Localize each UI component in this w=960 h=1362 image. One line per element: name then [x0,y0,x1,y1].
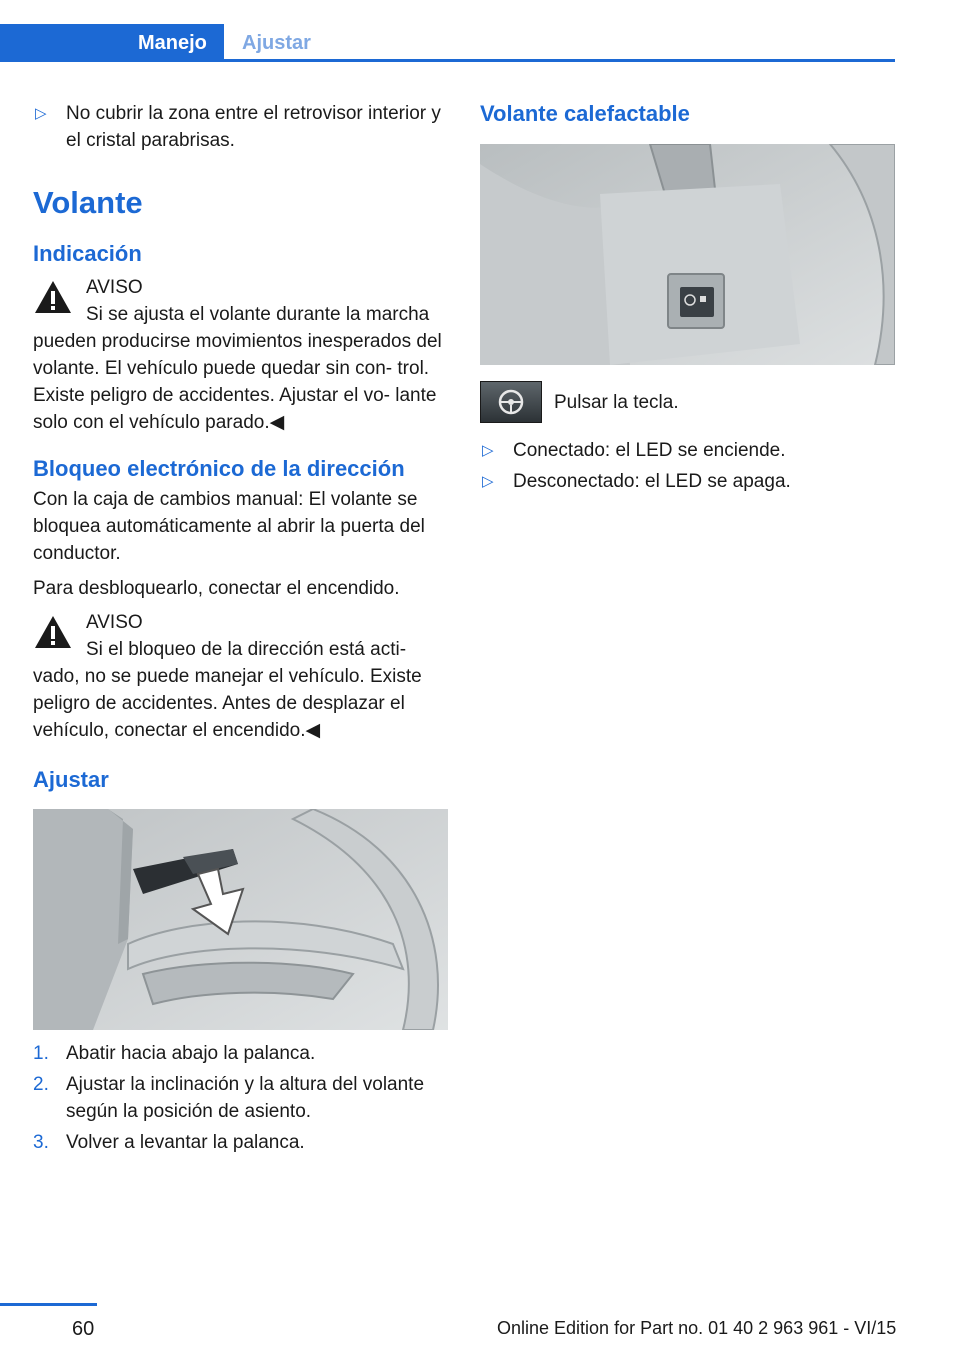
list-item [33,1071,448,1125]
heading-volante-calefactable: Volante calefactable [480,101,690,126]
list-item [33,1040,448,1067]
warning-box [33,609,448,744]
list-item [33,1129,448,1156]
triangle-bullet-icon: ▷ [482,442,494,459]
warning-text-first: Si se ajusta el volante durante la marcha [86,304,430,325]
step-number: 2. [33,1074,49,1095]
edition-text: Online Edition for Part no. 01 40 2 963 961 - VI/15 [497,1318,897,1338]
header-tab-bar [0,24,895,62]
step-text: Ajustar la inclinación y la altura del volante según la posición de asiento. [66,1074,425,1122]
step-text: Volver a levantar la palanca. [66,1132,305,1153]
page-number: 60 [72,1318,95,1340]
heading-indicacion: Indicación [33,241,142,266]
steps-list [33,1040,448,1156]
triangle-bullet-icon: ▷ [482,473,494,490]
left-column [33,100,448,1160]
heading-bloqueo: Bloqueo electrónico de la dirección [33,456,405,481]
warning-triangle-icon [33,279,73,315]
right-column [480,100,895,499]
warning-text-first: Si el bloqueo de la dirección está acti‐ [86,639,407,660]
paragraph: Con la caja de cambios manual: El volante se bloquea automáticamente al abrir la puerta del conductor. [33,489,425,564]
section-title-volante: Volante [33,185,143,220]
bullet-list-top [33,100,448,154]
key-instruction-text: Pulsar la tecla. [554,392,679,413]
triangle-bullet-icon: ▷ [35,105,47,122]
warning-text-rest: pueden producirse movimientos inesperados del volante. El vehículo puede quedar sin con‐ trol. Existe peligro de accidentes. Ajustar el vo‐ lante solo con el vehículo parado.◀ [33,331,442,433]
warning-triangle-icon [33,614,73,650]
footer-rule [0,1303,97,1306]
paragraph: Para desbloquearlo, conectar el encendido. [33,578,400,599]
heated-steering-wheel-key-icon [480,381,542,423]
list-item: ▷ No cubrir la zona entre el retrovisor interior y el cristal parabrisas. [33,100,448,154]
heated-wheel-button-illustration [480,144,895,365]
list-item: ▷ Conectado: el LED se enciende. [480,437,895,464]
steering-lever-illustration [33,809,448,1030]
tab-manejo[interactable]: Manejo [0,24,224,62]
warning-title: AVISO [86,612,143,633]
warning-text-rest: vado, no se puede manejar el vehículo. Existe peligro de accidentes. Antes de desplazar el vehículo, conectar el encendido.◀ [33,666,422,741]
heading-ajustar: Ajustar [33,767,109,792]
tab-ajustar[interactable]: Ajustar [242,32,311,54]
key-instruction-row [480,381,895,427]
header-rule [0,59,895,62]
warning-box [33,274,448,436]
bullet-list-status [480,437,895,495]
list-item: ▷ Desconectado: el LED se apaga. [480,468,895,495]
step-number: 1. [33,1043,49,1064]
step-number: 3. [33,1132,49,1153]
warning-title: AVISO [86,277,143,298]
step-text: Abatir hacia abajo la palanca. [66,1043,316,1064]
